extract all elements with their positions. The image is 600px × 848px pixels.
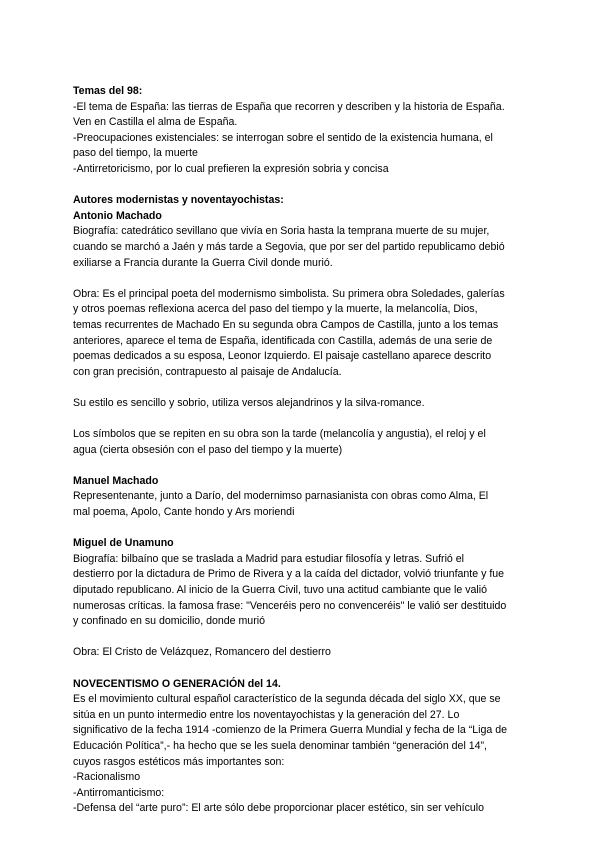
text-line: Representenante, junto a Darío, del modernimso parnasianista con obras como Alma, El — [73, 490, 489, 503]
text-line: Biografía: catedrático sevillano que vivía en Soria hasta la temprana muerte de su mujer, — [73, 225, 490, 238]
text-line: Obra: Es el principal poeta del modernismo simbolista. Su primera obra Soledades, galerías — [73, 287, 505, 300]
text-line: sitúa en un punto intermedio entre los noventayochistas y la generación del 27. Lo — [73, 708, 460, 721]
spacer — [73, 630, 543, 646]
text-line: destierro por la dictadura de Primo de Rivera y a la caída del dictador, volvió triunfante y fue — [73, 568, 505, 581]
unamuno-heading: Miguel de Unamuno — [73, 537, 174, 550]
manuel-machado-heading: Manuel Machado — [73, 474, 159, 487]
antonio-machado-obra — [73, 287, 543, 381]
spacer — [73, 271, 543, 287]
text-line: numerosas críticas. la famosa frase: "Venceréis pero no convenceréis" le valió ser destituido — [73, 599, 507, 612]
text-line: -Defensa del “arte puro”: El arte sólo debe proporcionar placer estético, sin ser vehículo — [73, 802, 485, 815]
autores-heading: Autores modernistas y noventayochistas: — [73, 194, 284, 207]
text-line: mal poema, Apolo, Cante hondo y Ars moriendi — [73, 506, 295, 519]
temas-line: -Preocupaciones existenciales: se interrogan sobre el sentido de la existencia humana, el — [73, 131, 493, 144]
text-line: Los símbolos que se repiten en su obra son la tarde (melancolía y angustia), el reloj y el — [73, 428, 486, 441]
unamuno-obra: Obra: El Cristo de Velázquez, Romancero del destierro — [73, 646, 331, 659]
antonio-machado-heading: Antonio Machado — [73, 209, 162, 222]
spacer — [73, 178, 543, 194]
document-page — [73, 84, 543, 817]
text-line: Educación Política”,- ha hecho que se les suela denominar también “generación del 14”, — [73, 739, 487, 752]
manuel-machado-text — [73, 489, 543, 520]
spacer — [73, 661, 543, 677]
text-line: significativo de la fecha 1914 -comienzo de la Primera Guerra Mundial y fecha de la “Liga de — [73, 724, 507, 737]
text-line: y confinado en su domicilio, donde murió — [73, 615, 265, 628]
text-line: -Racionalismo — [73, 771, 141, 784]
text-line: Biografía: bilbaíno que se traslada a Madrid para estudiar filosofía y letras. Sufrió el — [73, 552, 465, 565]
temas-line: -Antirretoricismo, por lo cual prefieren la expresión sobria y concisa — [73, 162, 389, 175]
antonio-machado-bio — [73, 224, 543, 271]
text-line: anteriores, aparece el tema de España, identificada con Castilla, además de una serie de — [73, 334, 493, 347]
temas-line: Ven en Castilla el alma de España. — [73, 116, 238, 129]
text-line: diputado republicano. Al inicio de la Guerra Civil, tuvo una actitud cambiante que le valió — [73, 584, 487, 596]
text-line: y otros poemas reflexiona acerca del paso del tiempo y la muerte, la melancolía, Dios, — [73, 303, 478, 316]
antonio-machado-estilo: Su estilo es sencillo y sobrio, utiliza versos alejandrinos y la silva-romance. — [73, 396, 425, 409]
text-line: cuando se marchó a Jaén y más tarde a Segovia, que por ser del partido republicamo debió — [73, 240, 505, 253]
text-line: cuyos rasgos estéticos más importantes son: — [73, 755, 285, 768]
text-line: con gran precisión, contrapuesto al paisaje de Andalucía. — [73, 365, 342, 378]
text-line: poemas dedicados a su esposa, Leonor Izquierdo. El paisaje castellano aparece descrito — [73, 350, 492, 363]
spacer — [73, 458, 543, 474]
novecentismo-text — [73, 692, 543, 817]
text-line: Es el movimiento cultural español característico de la segunda década del siglo XX, que se — [73, 693, 501, 706]
text-line: -Antirromanticismo: — [73, 786, 165, 799]
temas-heading: Temas del 98: — [73, 85, 143, 97]
text-line: exiliarse a Francia durante la Guerra Civil donde murió. — [73, 256, 333, 269]
unamuno-bio — [73, 552, 543, 630]
temas-line: -El tema de España: las tierras de España que recorren y describen y la historia de España. — [73, 100, 505, 113]
text-line: temas recurrentes de Machado En su segunda obra Campos de Castilla, junto a los temas — [73, 318, 499, 331]
spacer — [73, 411, 543, 427]
spacer — [73, 521, 543, 537]
spacer — [73, 380, 543, 396]
text-line: agua (cierta obsesión con el paso del tiempo y la muerte) — [73, 443, 343, 456]
novecentismo-heading: NOVECENTISMO O GENERACIÓN del 14. — [73, 677, 281, 690]
temas-list — [73, 100, 543, 178]
temas-line: paso del tiempo, la muerte — [73, 147, 198, 160]
antonio-machado-simbolos — [73, 427, 543, 458]
